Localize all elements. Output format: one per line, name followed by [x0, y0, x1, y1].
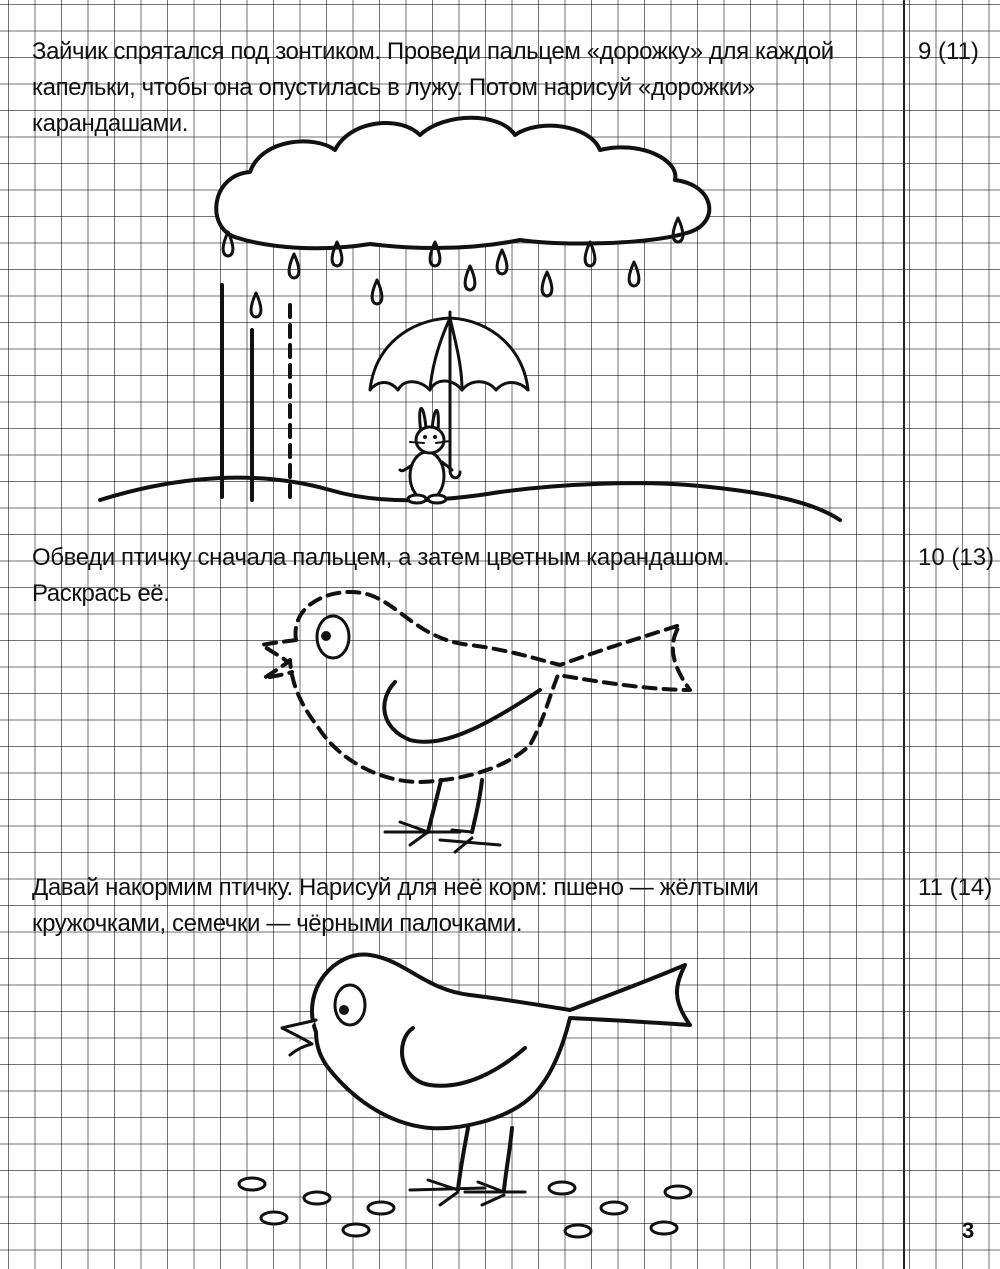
raindrop-icon: [497, 250, 507, 274]
umbrella-icon: [370, 312, 528, 478]
task-11-number: 11 (14): [918, 874, 993, 901]
rain-cloud-illustration: [216, 118, 709, 249]
seed-icon: [304, 1192, 330, 1204]
raindrop-icon: [372, 280, 382, 304]
seed-icon: [343, 1224, 369, 1236]
task-10-line-2: Раскрась её.: [32, 580, 170, 607]
dashed-bird-icon: [262, 592, 690, 852]
cloud-icon: [216, 118, 709, 249]
seed-icon: [565, 1225, 591, 1237]
seeds: [239, 1178, 691, 1237]
seed-icon: [549, 1182, 575, 1194]
ground-line: [100, 478, 840, 520]
task-9-line-3: карандашами.: [32, 110, 189, 137]
page-number: 3: [962, 1218, 975, 1243]
bird-icon: [282, 955, 690, 1205]
raindrop-icon: [585, 242, 595, 266]
task-9-line-1: Зайчик спрятался под зонтиком. Проведи пальцем «дорожку» для каждой: [32, 38, 834, 65]
seed-icon: [601, 1202, 627, 1214]
raindrop-icon: [289, 254, 299, 278]
task-11-line-2: кружочками, семечки — чёрными палочками.: [32, 910, 523, 937]
seed-icon: [368, 1202, 394, 1214]
task-9-line-2: капельки, чтобы она опустилась в лужу. Потом нарисуй «дорожки»: [32, 74, 755, 101]
raindrop-icon: [251, 293, 261, 317]
task-11-line-1: Давай накормим птичку. Нарисуй для неё корм: пшено — жёлтыми: [32, 874, 759, 901]
raindrop-icon: [542, 272, 552, 296]
seed-icon: [261, 1212, 287, 1224]
raindrop-icon: [465, 266, 475, 290]
seed-icon: [651, 1222, 677, 1234]
task-9-number: 9 (11): [918, 38, 979, 65]
seed-icon: [239, 1178, 265, 1190]
seed-icon: [665, 1186, 691, 1198]
task-10-line-1: Обведи птичку сначала пальцем, а затем цветным карандашом.: [32, 544, 730, 571]
bunny-icon: [400, 408, 452, 503]
raindrop-icon: [629, 262, 639, 286]
task-10-number: 10 (13): [918, 544, 995, 571]
